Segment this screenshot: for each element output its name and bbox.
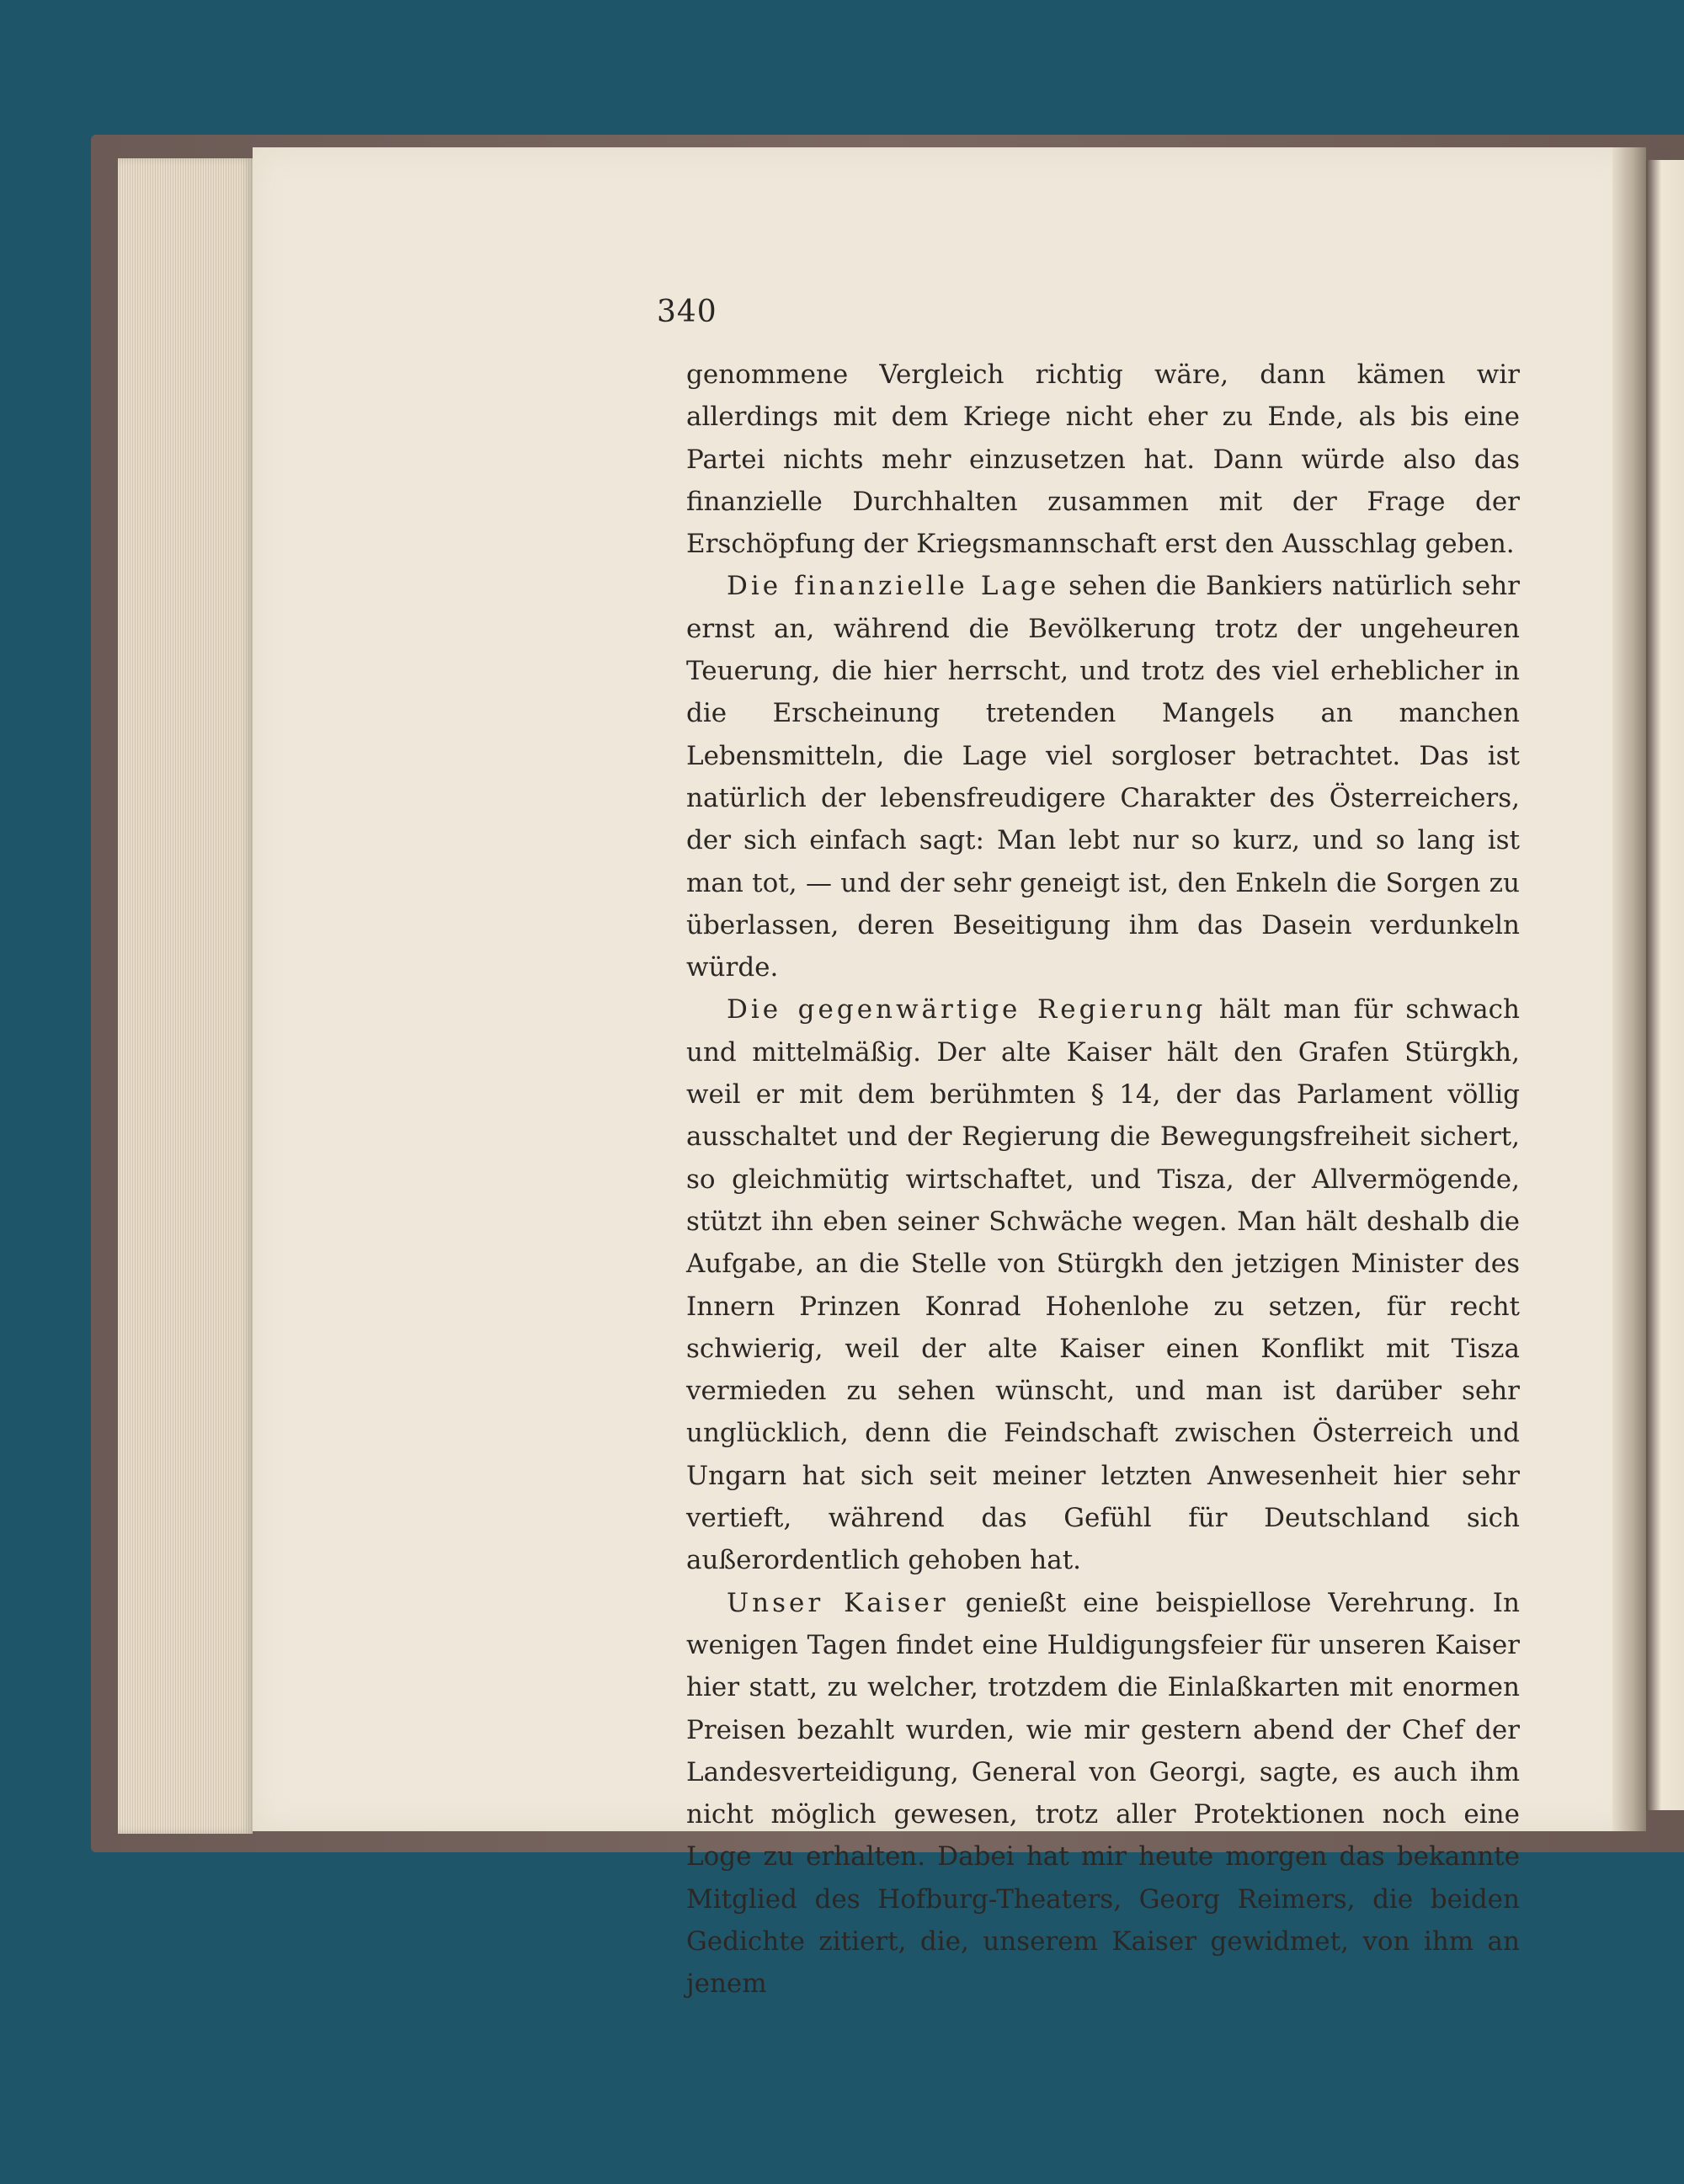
paragraph-3-text: hält man für schwach und mittelmäßig. Der alte Kaiser hält den Grafen Stürgkh, weil er mit dem berühmten § 14, der das Parlament völlig ausschaltet und der Regierung die Bewegungsfreiheit sichert, so gleichmütig wirtschaftet, und Tisza, der Allvermögende, stützt ihn eben seiner Schwäche wegen. Man hält deshalb die Aufgabe, an die Stelle von Stürgkh den jetzigen Minister des Innern Prinzen Konrad Hohenlohe zu setzen, für recht schwierig, weil der alte Kaiser einen Konflikt mit Tisza vermieden zu sehen wünscht, und man ist darüber sehr unglücklich, denn die Feindschaft zwischen Österreich und Ungarn hat sich seit meiner letzten Anwesenheit hier sehr vertieft, während das Gefühl für Deutschland sich außerordentlich gehoben hat. bbox=[686, 994, 1520, 1576]
paragraph-1-text: genommene Vergleich richtig wäre, dann kämen wir allerdings mit dem Kriege nicht eher zu Ende, als bis eine Partei nichts mehr einzusetzen hat. Dann würde also das finanzielle Durchhalten zusammen mit der Frage der Erschöpfung der Kriegsmannschaft erst den Ausschlag geben. bbox=[686, 360, 1520, 560]
paragraph-2-text: sehen die Bankiers natürlich sehr ernst an, während die Bevölkerung trotz der ungeheuren Teuerung, die hier herrscht, und trotz des viel erheblicher in die Erscheinung tretenden Mangels an manchen Lebensmitteln, die Lage viel sorgloser betrachtet. Das ist natürlich der lebensfreudigere Charakter des Österreichers, der sich einfach sagt: Man lebt nur so kurz, und so lang ist man tot, — und der sehr geneigt ist, den Enkeln die Sorgen zu überlassen, deren Beseitigung ihm das Dasein verdunkeln würde. bbox=[686, 571, 1520, 983]
paragraph-3 bbox=[686, 988, 1520, 1581]
paragraph-2-lead: Die finanzielle Lage bbox=[727, 571, 1060, 602]
facing-page-edge bbox=[1646, 160, 1684, 1810]
paragraph-4-lead: Unser Kaiser bbox=[727, 1587, 949, 1618]
book-gutter bbox=[1612, 147, 1646, 1831]
page-edges bbox=[118, 158, 253, 1834]
paragraph-4-text: genießt eine beispiellose Verehrung. In wenigen Tagen findet eine Huldigungsfeier für unseren Kaiser hier statt, zu welcher, trotzdem die Einlaßkarten mit enormen Preisen bezahlt wurden, wie mir gestern abend der Chef der Landesverteidigung, General von Georgi, sagte, es auch ihm nicht möglich gewesen, trotz aller Protektionen noch eine Loge zu erhalten. Dabei hat mir heute morgen das bekannte Mitglied des Hofburg-Theaters, Georg Reimers, die beiden Gedichte zitiert, die, unserem Kaiser gewidmet, von ihm an jenem bbox=[686, 1587, 1520, 2000]
page-number: 340 bbox=[657, 295, 717, 329]
paragraph-4 bbox=[686, 1582, 1520, 2006]
paragraph-3-lead: Die gegenwärtige Regierung bbox=[727, 994, 1207, 1025]
paragraph-1 bbox=[686, 354, 1520, 565]
paragraph-2 bbox=[686, 565, 1520, 988]
body-text bbox=[686, 354, 1520, 2006]
